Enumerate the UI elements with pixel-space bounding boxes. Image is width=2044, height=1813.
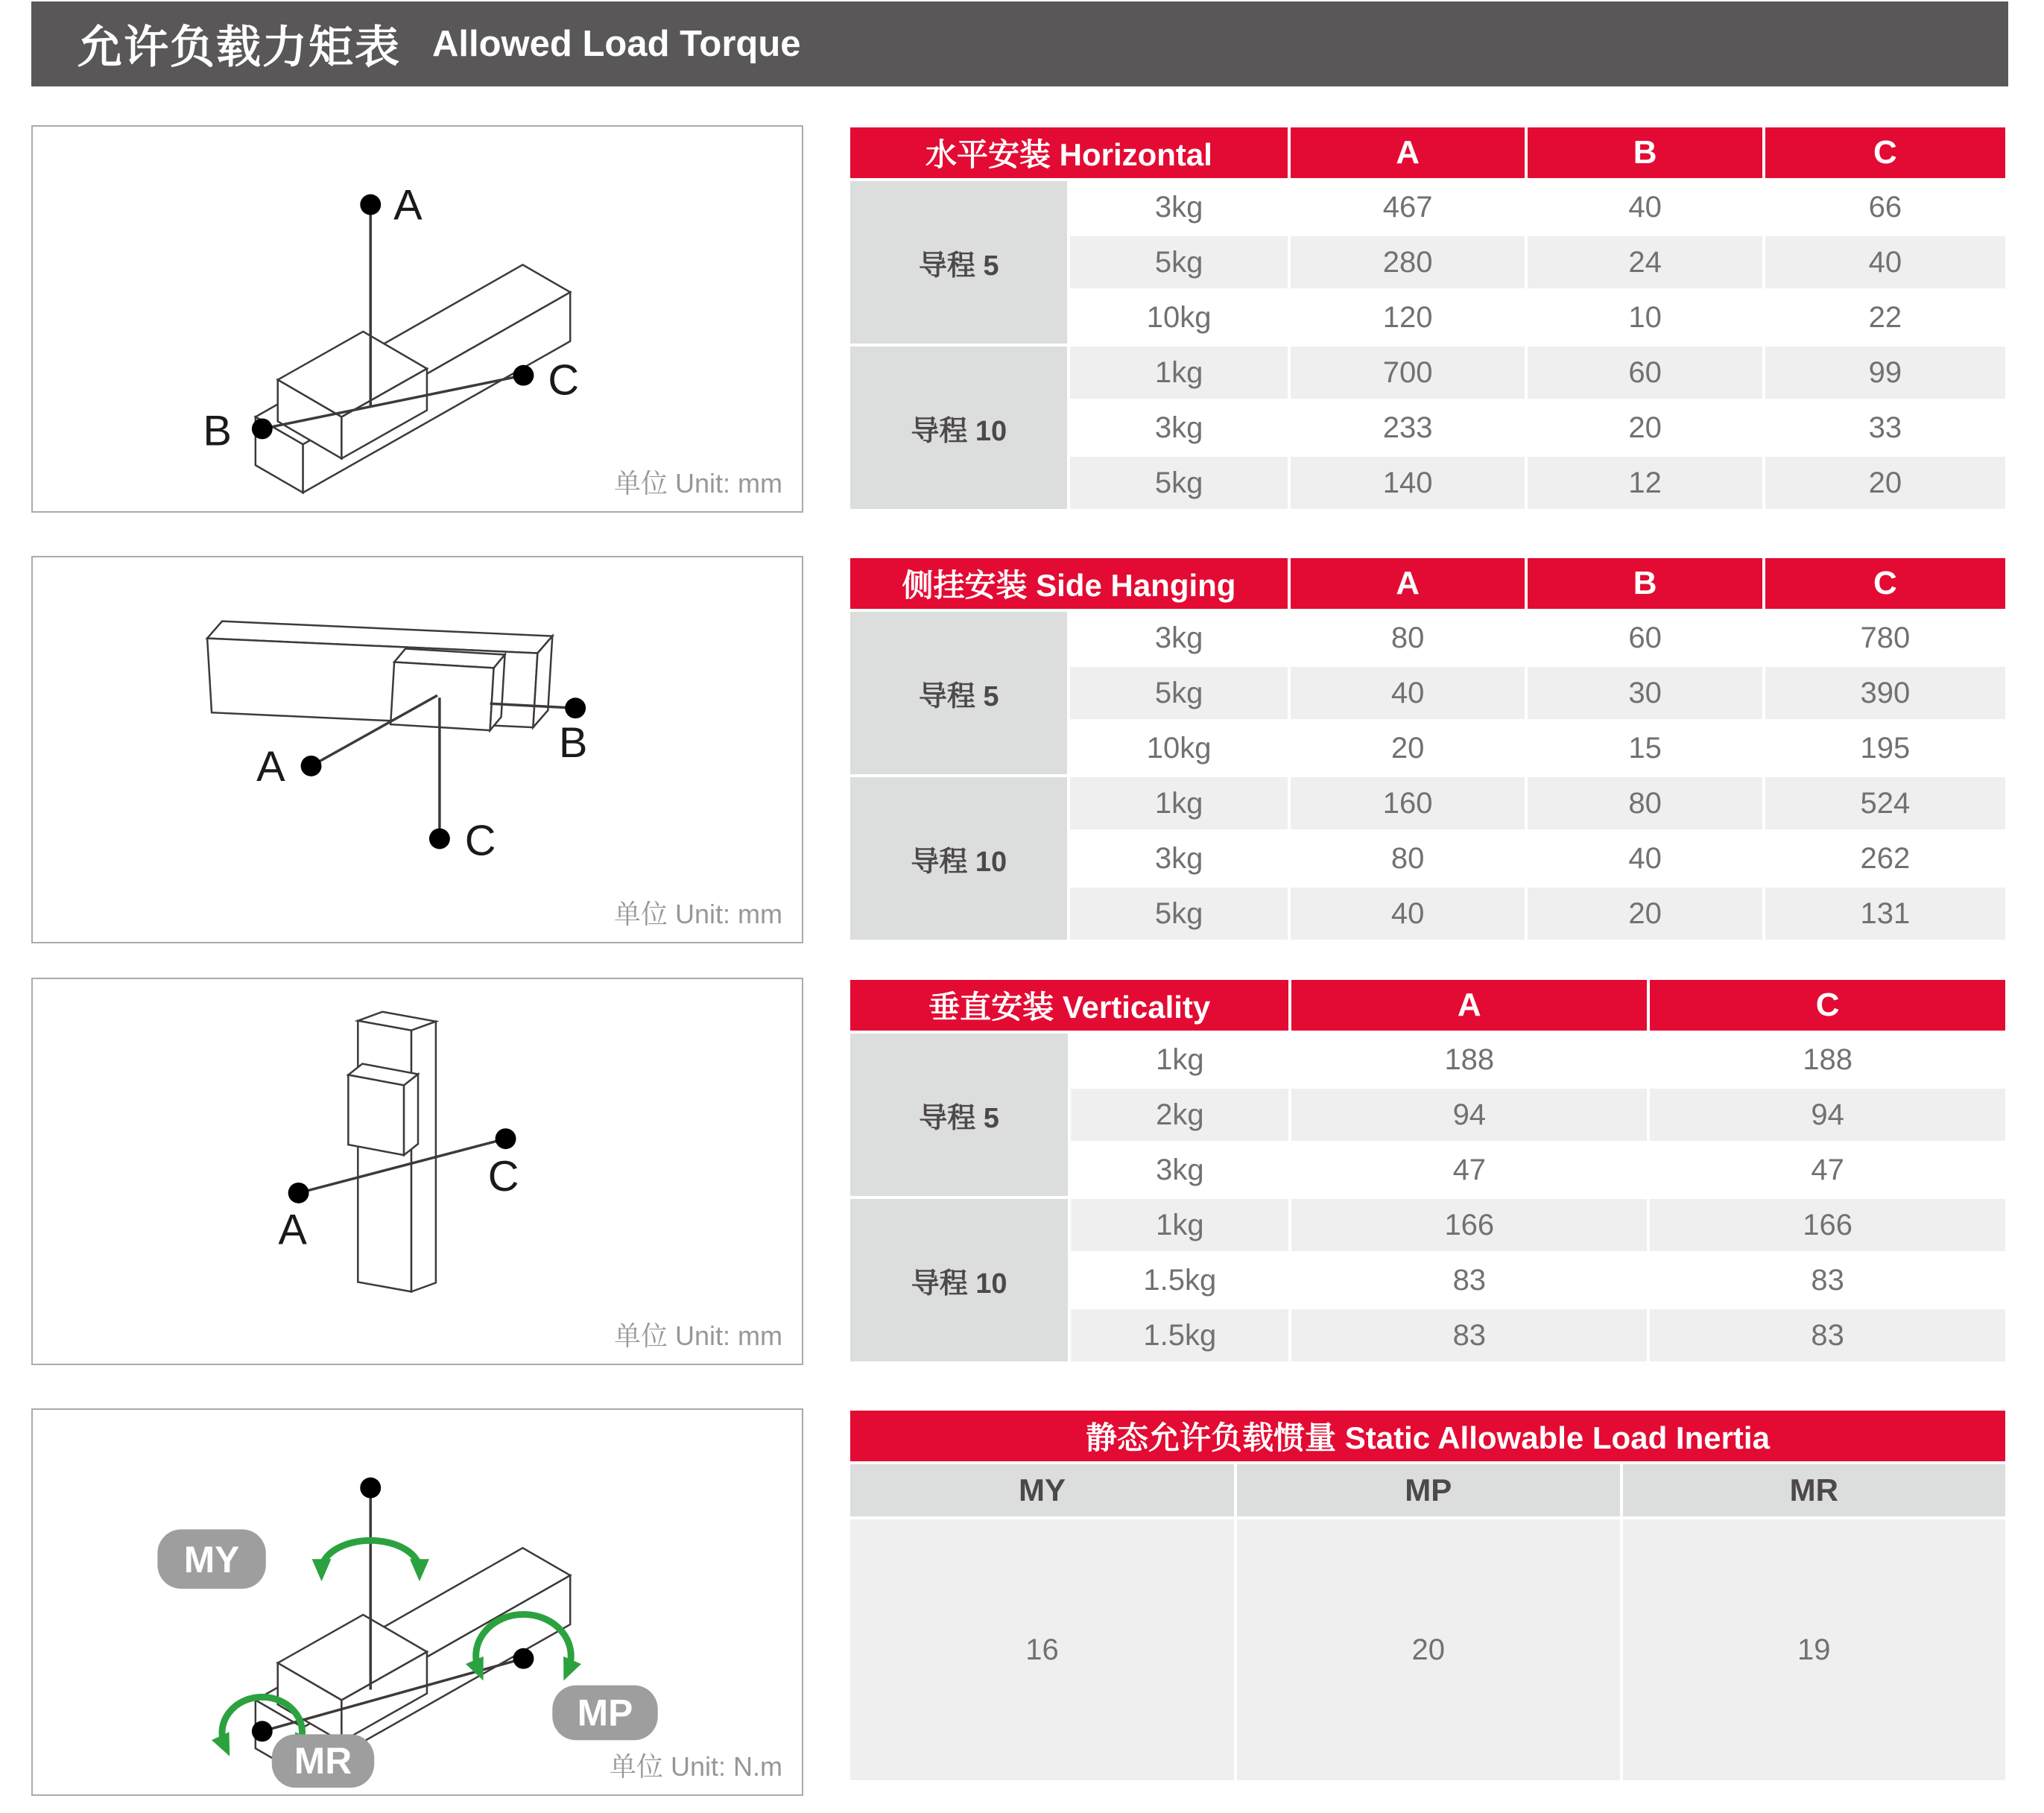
load-weight-cell: 5kg: [1070, 887, 1287, 940]
load-weight-cell: 5kg: [1070, 667, 1287, 719]
rail-drawing: [348, 1012, 436, 1292]
torque-value-cell: 233: [1291, 402, 1525, 454]
torque-value-cell: 700: [1291, 347, 1525, 399]
torque-value-cell: 467: [1291, 181, 1525, 233]
torque-value-cell: 166: [1650, 1199, 2005, 1251]
side-hanging-table-slot: [847, 555, 2008, 943]
axis-a-label: A: [256, 742, 285, 791]
axis-a-dot: [360, 194, 381, 215]
axis-a-label: A: [278, 1206, 307, 1254]
torque-value-cell: 40: [1291, 887, 1525, 940]
column-header-cell: C: [1650, 980, 2005, 1031]
load-weight-cell: 2kg: [1071, 1089, 1288, 1141]
torque-value-cell: 99: [1765, 347, 2005, 399]
table-title-cell: 侧挂安装 Side Hanging: [850, 558, 1288, 609]
torque-value-cell: 120: [1291, 291, 1525, 344]
side-hanging-diagram: [31, 556, 803, 943]
inertia-value-cell: 19: [1623, 1519, 2006, 1780]
torque-value-cell: 40: [1528, 832, 1762, 885]
axis-b-label: B: [558, 718, 588, 767]
table-row: [850, 777, 2005, 829]
torque-value-cell: 83: [1291, 1309, 1647, 1361]
torque-value-cell: 80: [1291, 612, 1525, 664]
column-header-cell: MR: [1623, 1464, 2006, 1516]
column-header-cell: B: [1528, 558, 1762, 609]
torque-value-cell: 20: [1291, 722, 1525, 774]
load-weight-cell: 5kg: [1070, 457, 1287, 509]
axis-c-dot: [429, 829, 450, 849]
column-header-cell: C: [1765, 558, 2005, 609]
inertia-value-cell: 16: [850, 1519, 1234, 1780]
table-row: [850, 1519, 2005, 1780]
axis-c-label: C: [548, 356, 580, 405]
load-weight-cell: 10kg: [1070, 291, 1287, 344]
torque-value-cell: 131: [1765, 887, 2005, 940]
torque-value-cell: 33: [1765, 402, 2005, 454]
torque-value-cell: 188: [1291, 1034, 1647, 1086]
mr-badge-label: MR: [294, 1740, 352, 1782]
torque-value-cell: 80: [1528, 777, 1762, 829]
lead-group-cell: 导程 10: [850, 777, 1067, 940]
torque-value-cell: 140: [1291, 457, 1525, 509]
axis-b-label: B: [203, 407, 232, 455]
page-title-bar: [31, 1, 2008, 86]
torque-value-cell: 60: [1528, 347, 1762, 399]
roll-axis-dot: [252, 1721, 273, 1741]
torque-value-cell: 22: [1765, 291, 2005, 344]
torque-value-cell: 160: [1291, 777, 1525, 829]
torque-value-cell: 40: [1528, 181, 1762, 233]
axis-c-label: C: [464, 817, 496, 865]
table-row: [850, 1034, 2005, 1086]
torque-value-cell: 40: [1765, 236, 2005, 288]
yaw-axis-dot: [360, 1478, 381, 1499]
table-row: [850, 612, 2005, 664]
load-weight-cell: 1kg: [1071, 1034, 1288, 1086]
table-row: [850, 347, 2005, 399]
axis-a-dot: [288, 1183, 309, 1203]
torque-value-cell: 166: [1291, 1199, 1647, 1251]
torque-value-cell: 24: [1528, 236, 1762, 288]
axis-a-label: A: [393, 181, 423, 230]
table-title-cell: 水平安装 Horizontal: [850, 127, 1288, 178]
axis-b-dot: [252, 418, 273, 439]
torque-value-cell: 60: [1528, 612, 1762, 664]
column-header-cell: A: [1291, 980, 1647, 1031]
horizontal-mount-drawing: [33, 127, 802, 511]
horizontal-table-slot: [847, 124, 2008, 512]
torque-value-cell: 780: [1765, 612, 2005, 664]
lead-group-cell: 导程 10: [850, 1199, 1068, 1361]
load-weight-cell: 1.5kg: [1071, 1254, 1288, 1306]
load-weight-cell: 1kg: [1070, 777, 1287, 829]
axis-c-label: C: [487, 1152, 519, 1200]
load-weight-cell: 10kg: [1070, 722, 1287, 774]
torque-value-cell: 262: [1765, 832, 2005, 885]
column-header-cell: C: [1765, 127, 2005, 178]
axis-b-dot: [565, 697, 586, 718]
torque-value-cell: 47: [1291, 1144, 1647, 1196]
mp-badge-label: MP: [577, 1692, 633, 1734]
load-weight-cell: 3kg: [1070, 832, 1287, 885]
moment-directions-drawing: [33, 1410, 802, 1794]
table-title-cell: 垂直安装 Verticality: [850, 980, 1288, 1031]
load-weight-cell: 3kg: [1071, 1144, 1288, 1196]
load-weight-cell: 1kg: [1070, 347, 1287, 399]
table-title-cell: 静态允许负载惯量 Static Allowable Load Inertia: [850, 1411, 2005, 1461]
torque-value-cell: 40: [1291, 667, 1525, 719]
load-weight-cell: 3kg: [1070, 402, 1287, 454]
column-header-cell: MY: [850, 1464, 1234, 1516]
inertia-table-slot: [847, 1408, 2008, 1783]
torque-value-cell: 390: [1765, 667, 2005, 719]
lead-group-cell: 导程 5: [850, 612, 1067, 774]
unit-caption: 单位 Unit: mm: [613, 468, 782, 499]
torque-value-cell: 83: [1291, 1254, 1647, 1306]
load-weight-cell: 1kg: [1071, 1199, 1288, 1251]
load-weight-cell: 1.5kg: [1071, 1309, 1288, 1361]
axis-c-dot: [513, 365, 534, 386]
my-badge-label: MY: [183, 1539, 240, 1581]
torque-value-cell: 280: [1291, 236, 1525, 288]
unit-caption: 单位 Unit: N.m: [609, 1751, 782, 1782]
column-header-cell: B: [1528, 127, 1762, 178]
column-header-cell: A: [1291, 127, 1525, 178]
torque-value-cell: 94: [1650, 1089, 2005, 1141]
torque-value-cell: 83: [1650, 1254, 2005, 1306]
page-title-chinese: 允许负载力矩表: [77, 22, 401, 72]
static-load-inertia-table: [847, 1408, 2008, 1783]
vertical-table-slot: [847, 977, 2008, 1364]
lead-group-cell: 导程 10: [850, 347, 1067, 509]
torque-value-cell: 94: [1291, 1089, 1647, 1141]
torque-value-cell: 20: [1528, 887, 1762, 940]
side-hanging-load-table: [847, 555, 2008, 943]
unit-caption: 单位 Unit: mm: [613, 899, 782, 929]
load-weight-cell: 3kg: [1070, 612, 1287, 664]
torque-value-cell: 47: [1650, 1144, 2005, 1196]
torque-value-cell: 83: [1650, 1309, 2005, 1361]
vertical-load-table: [847, 977, 2008, 1364]
torque-value-cell: 188: [1650, 1034, 2005, 1086]
torque-value-cell: 195: [1765, 722, 2005, 774]
load-weight-cell: 3kg: [1070, 181, 1287, 233]
inertia-value-cell: 20: [1237, 1519, 1619, 1780]
column-header-cell: A: [1291, 558, 1525, 609]
torque-value-cell: 66: [1765, 181, 2005, 233]
horizontal-load-table: [847, 124, 2008, 512]
torque-value-cell: 30: [1528, 667, 1762, 719]
torque-value-cell: 20: [1765, 457, 2005, 509]
moment-directions-diagram: [31, 1408, 803, 1796]
load-weight-cell: 5kg: [1070, 236, 1287, 288]
axis-a-dot: [301, 756, 322, 776]
lead-group-cell: 导程 5: [850, 1034, 1068, 1196]
pitch-axis-dot: [513, 1648, 534, 1669]
torque-value-cell: 12: [1528, 457, 1762, 509]
horizontal-mount-diagram: [31, 125, 803, 513]
vertical-mount-drawing: [33, 979, 802, 1364]
unit-caption: 单位 Unit: mm: [613, 1320, 782, 1351]
column-header-cell: MP: [1237, 1464, 1619, 1516]
vertical-mount-diagram: [31, 978, 803, 1365]
table-row: [850, 1199, 2005, 1251]
axis-c-dot: [496, 1128, 516, 1149]
torque-value-cell: 20: [1528, 402, 1762, 454]
torque-value-cell: 524: [1765, 777, 2005, 829]
rail-drawing: [207, 621, 552, 730]
torque-value-cell: 15: [1528, 722, 1762, 774]
torque-value-cell: 80: [1291, 832, 1525, 885]
torque-value-cell: 10: [1528, 291, 1762, 344]
lead-group-cell: 导程 5: [850, 181, 1067, 344]
table-row: [850, 181, 2005, 233]
page-title-english: Allowed Load Torque: [432, 24, 801, 64]
side-hanging-drawing: [33, 557, 802, 942]
